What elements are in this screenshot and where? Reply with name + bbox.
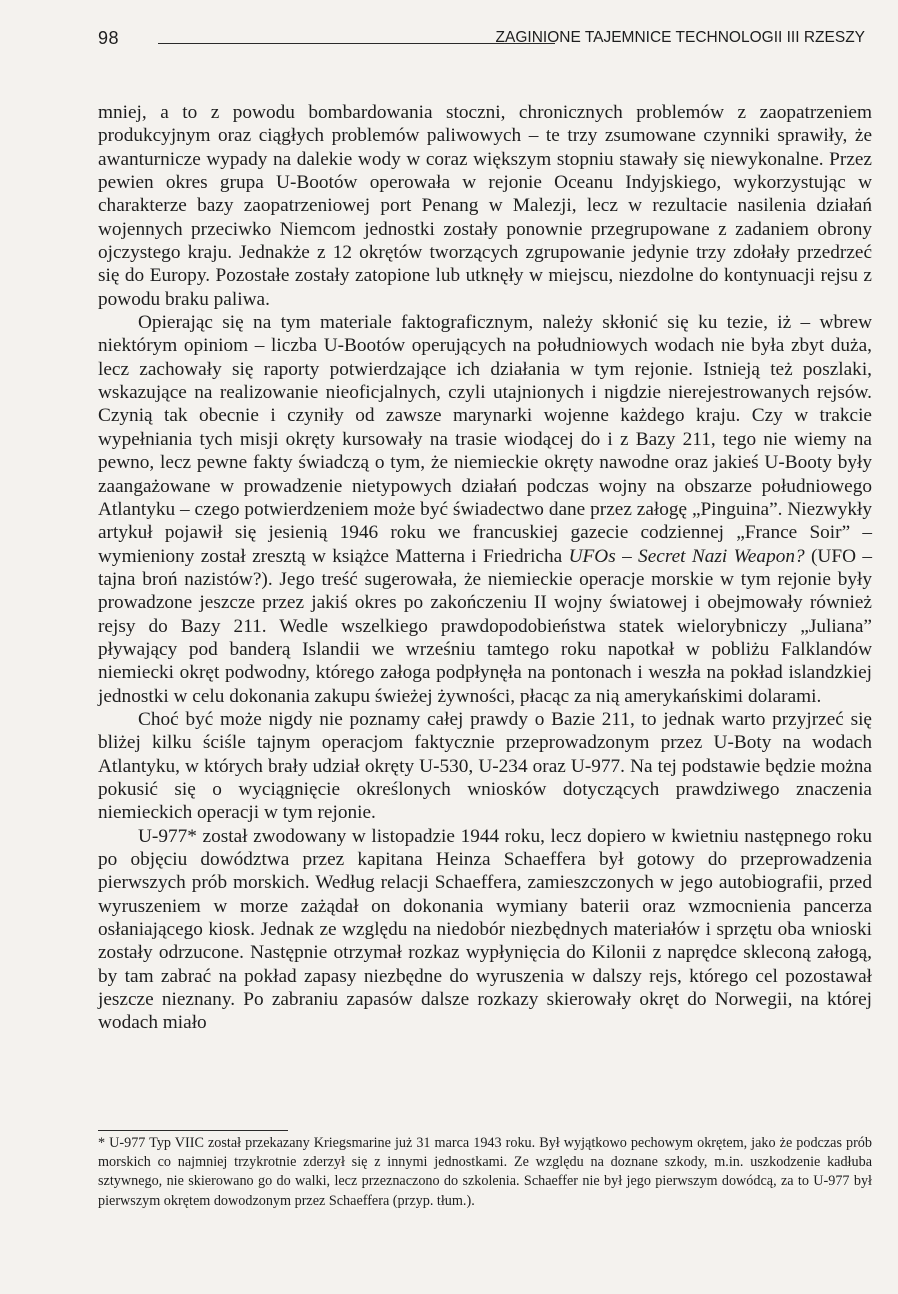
- book-title: ZAGINIONE TAJEMNICE TECHNOLOGII III RZESZY: [495, 29, 865, 46]
- paragraph-3: Choć być może nigdy nie poznamy całej prawdy o Bazie 211, to jednak warto przyjrzeć się bliżej kilku ściśle tajnym operacjom faktycznie przeprowadzonym przez U-Boty na wodach Atlantyku, w których brały udział okręty U-530, U-234 oraz U-977. Na tej podstawie będzie można pokusić się o wyciągnięcie określonych wniosków dotyczących prawdziwego znaczenia niemieckich operacji w tym rejonie.: [98, 708, 872, 824]
- body-text: [98, 101, 872, 1035]
- book-title-italic: UFOs – Secret Nazi Weapon?: [568, 545, 805, 567]
- page-number: 98: [98, 28, 120, 48]
- paragraph-2-part-a: Opierając się na tym materiale faktograficznym, należy skłonić się ku tezie, iż – wbrew niektórym opiniom – liczba U-Bootów operujących na południowych wodach nie była zbyt duża, lecz zachowały się raporty potwierdzające ich działania w tym rejonie. Istnieją też poszlaki, wskazujące na realizowanie nieoficjalnych, czyli utajnionych i nigdzie nierejestrowanych rejsów. Czynią tak obecnie i czyniły od zawsze marynarki wojenne każdego kraju. Czy w trakcie wypełniania tych misji okręty kursowały na trasie wiodącej do i z Bazy 211, tego nie wiemy na pewno, lecz pewne fakty świadczą o tym, że niemieckie okręty nawodne oraz jakieś U-Booty były zaangażowane w prowadzenie nietypowych działań podczas wojny na obszarze południowego Atlantyku – czego potwierdzeniem może być świadectwo dane przez załogę „Pinguina”. Niezwykły artykuł pojawił się jesienią 1946 roku we francuskiej gazecie codziennej „France Soir” – wymieniony został zresztą w książce Matterna i Friedricha: [98, 312, 872, 567]
- paragraph-2-part-b: (UFO – tajna broń nazistów?). Jego treść sugerowała, że niemieckie operacje morskie w tym rejonie były prowadzone jeszcze przez jakiś okres po zakończeniu II wojny światowej i obejmowały również rejsy do Bazy 211. Wedle wszelkiego prawdopodobieństwa statek wielorybniczy „Juliana” pływający pod banderą Islandii we wrześniu tamtego roku napotkał w pobliżu Falklandów niemiecki okręt podwodny, którego załoga podpłynęła na pontonach i weszła na pokład islandzkiej jednostki w celu dokonania zakupu świeżej żywności, płacąc za nią amerykańskimi dolarami.: [98, 545, 872, 707]
- paragraph-4: U-977* został zwodowany w listopadzie 1944 roku, lecz dopiero w kwietniu następnego roku po objęciu dowództwa przez kapitana Heinza Schaeffera był gotowy do przeprowadzenia pierwszych prób morskich. Według relacji Schaeffera, zamieszczonych w jego autobiografii, przed wyruszeniem w morze zażądał on dokonania wymiany baterii oraz wzmocnienia pancerza osłaniającego kiosk. Jednak ze względu na niedobór niezbędnych materiałów i sprzętu oba wnioski zostały odrzucone. Następnie otrzymał rozkaz wypłynięcia do Kilonii z naprędce skleconą załogą, by tam zabrać na pokład zapasy niezbędne do wyruszenia w dalszy rejs, którego cel pozostawał jeszcze nieznany. Po zabraniu zapasów dalsze rozkazy skierowały okręt do Norwegii, na której wodach miało: [98, 825, 872, 1034]
- running-head: [98, 28, 865, 52]
- footnote: * U-977 Typ VIIC został przekazany Kriegsmarine już 31 marca 1943 roku. Był wyjątkowo pechowym okrętem, jako że podczas prób morskich co najmniej trzykrotnie zderzył się z innymi jednostkami. Ze względu na doznane szkody, m.in. uszkodzenie kadłuba sztywnego, nie skierowano go do walki, lecz przeznaczono do szkolenia. Schaeffer nie był jego pierwszym dowódcą, za to U-977 był pierwszym okrętem dowodzonym przez Schaeffera (przyp. tłum.).: [98, 1135, 872, 1209]
- footnote-rule: [98, 1130, 288, 1131]
- paragraph-1: mniej, a to z powodu bombardowania stoczni, chronicznych problemów z zaopatrzeniem produkcyjnym oraz ciągłych problemów paliwowych – te trzy zsumowane czynniki sprawiły, że awanturnicze wypady na dalekie wody w coraz większym stopniu stawały się niewykonalne. Przez pewien okres grupa U-Bootów operowała w rejonie Oceanu Indyjskiego, wykorzystując w charakterze bazy zaopatrzeniowej port Penang w Malezji, lecz w rezultacie nasilenia działań wojennych przeciwko Niemcom jednostki zostały ponownie przegrupowane z zadaniem obrony ojczystego kraju. Jednakże z 12 okrętów tworzących zgrupowanie jedynie trzy zdołały przedrzeć się do Europy. Pozostałe zostały zatopione lub utknęły w miejscu, niezdolne do kontynuacji rejsu z powodu braku paliwa.: [98, 102, 872, 310]
- paragraph-2: [98, 311, 872, 708]
